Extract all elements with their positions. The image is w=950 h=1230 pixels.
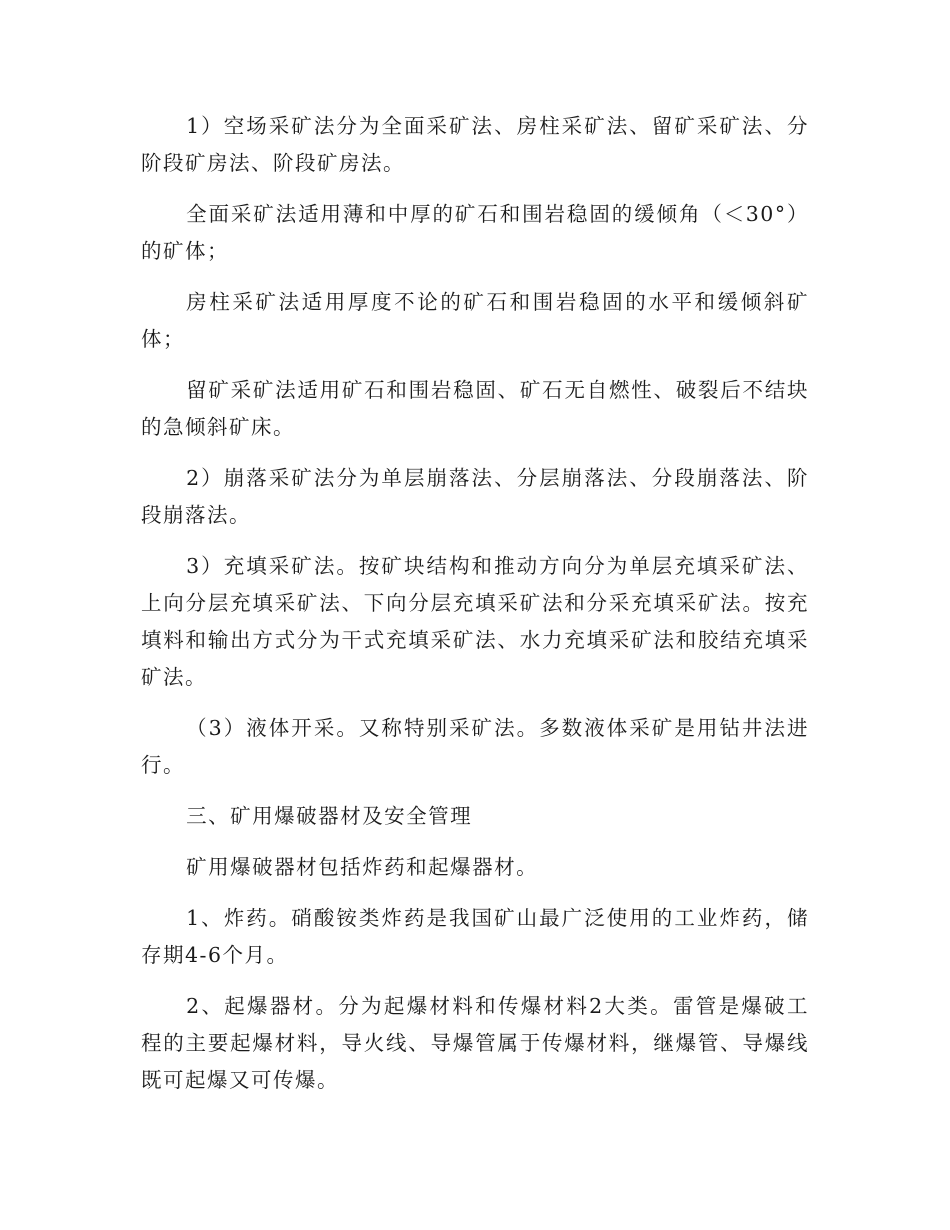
paragraph-explosives: 1、炸药。硝酸铵类炸药是我国矿山最广泛使用的工业炸药，储存期4-6个月。 (141, 906, 809, 967)
section-heading-blasting-materials: 三、矿用爆破器材及安全管理 (186, 804, 473, 828)
paragraph-room-pillar-method: 房柱采矿法适用厚度不论的矿石和围岩稳固的水平和缓倾斜矿体； (141, 290, 809, 351)
paragraph-filling-method: 3）充填采矿法。按矿块结构和推动方向分为单层充填采矿法、上向分层充填采矿法、下向分层充填采矿法和分采充填采矿法。按充填料和输出方式分为干式充填采矿法、水力充填采矿法和胶结充填采矿法。 (141, 554, 809, 689)
paragraph-full-face-method: 全面采矿法适用薄和中厚的矿石和围岩稳固的缓倾角（＜30°）的矿体； (141, 202, 809, 263)
paragraph-initiating-materials: 2、起爆器材。分为起爆材料和传爆材料2大类。雷管是爆破工程的主要起爆材料，导火线、导爆管属于传爆材料，继爆管、导爆线既可起爆又可传爆。 (141, 994, 809, 1092)
document-body (141, 108, 809, 1113)
paragraph-liquid-mining: （3）液体开采。又称特别采矿法。多数液体采矿是用钻井法进行。 (141, 716, 809, 777)
paragraph-shrinkage-method: 留矿采矿法适用矿石和围岩稳固、矿石无自燃性、破裂后不结块的急倾斜矿床。 (141, 378, 809, 439)
paragraph-open-stope-method: 1）空场采矿法分为全面采矿法、房柱采矿法、留矿采矿法、分阶段矿房法、阶段矿房法。 (141, 114, 809, 175)
paragraph-blasting-materials-intro: 矿用爆破器材包括炸药和起爆器材。 (186, 855, 539, 879)
paragraph-caving-method: 2）崩落采矿法分为单层崩落法、分层崩落法、分段崩落法、阶段崩落法。 (141, 466, 809, 527)
